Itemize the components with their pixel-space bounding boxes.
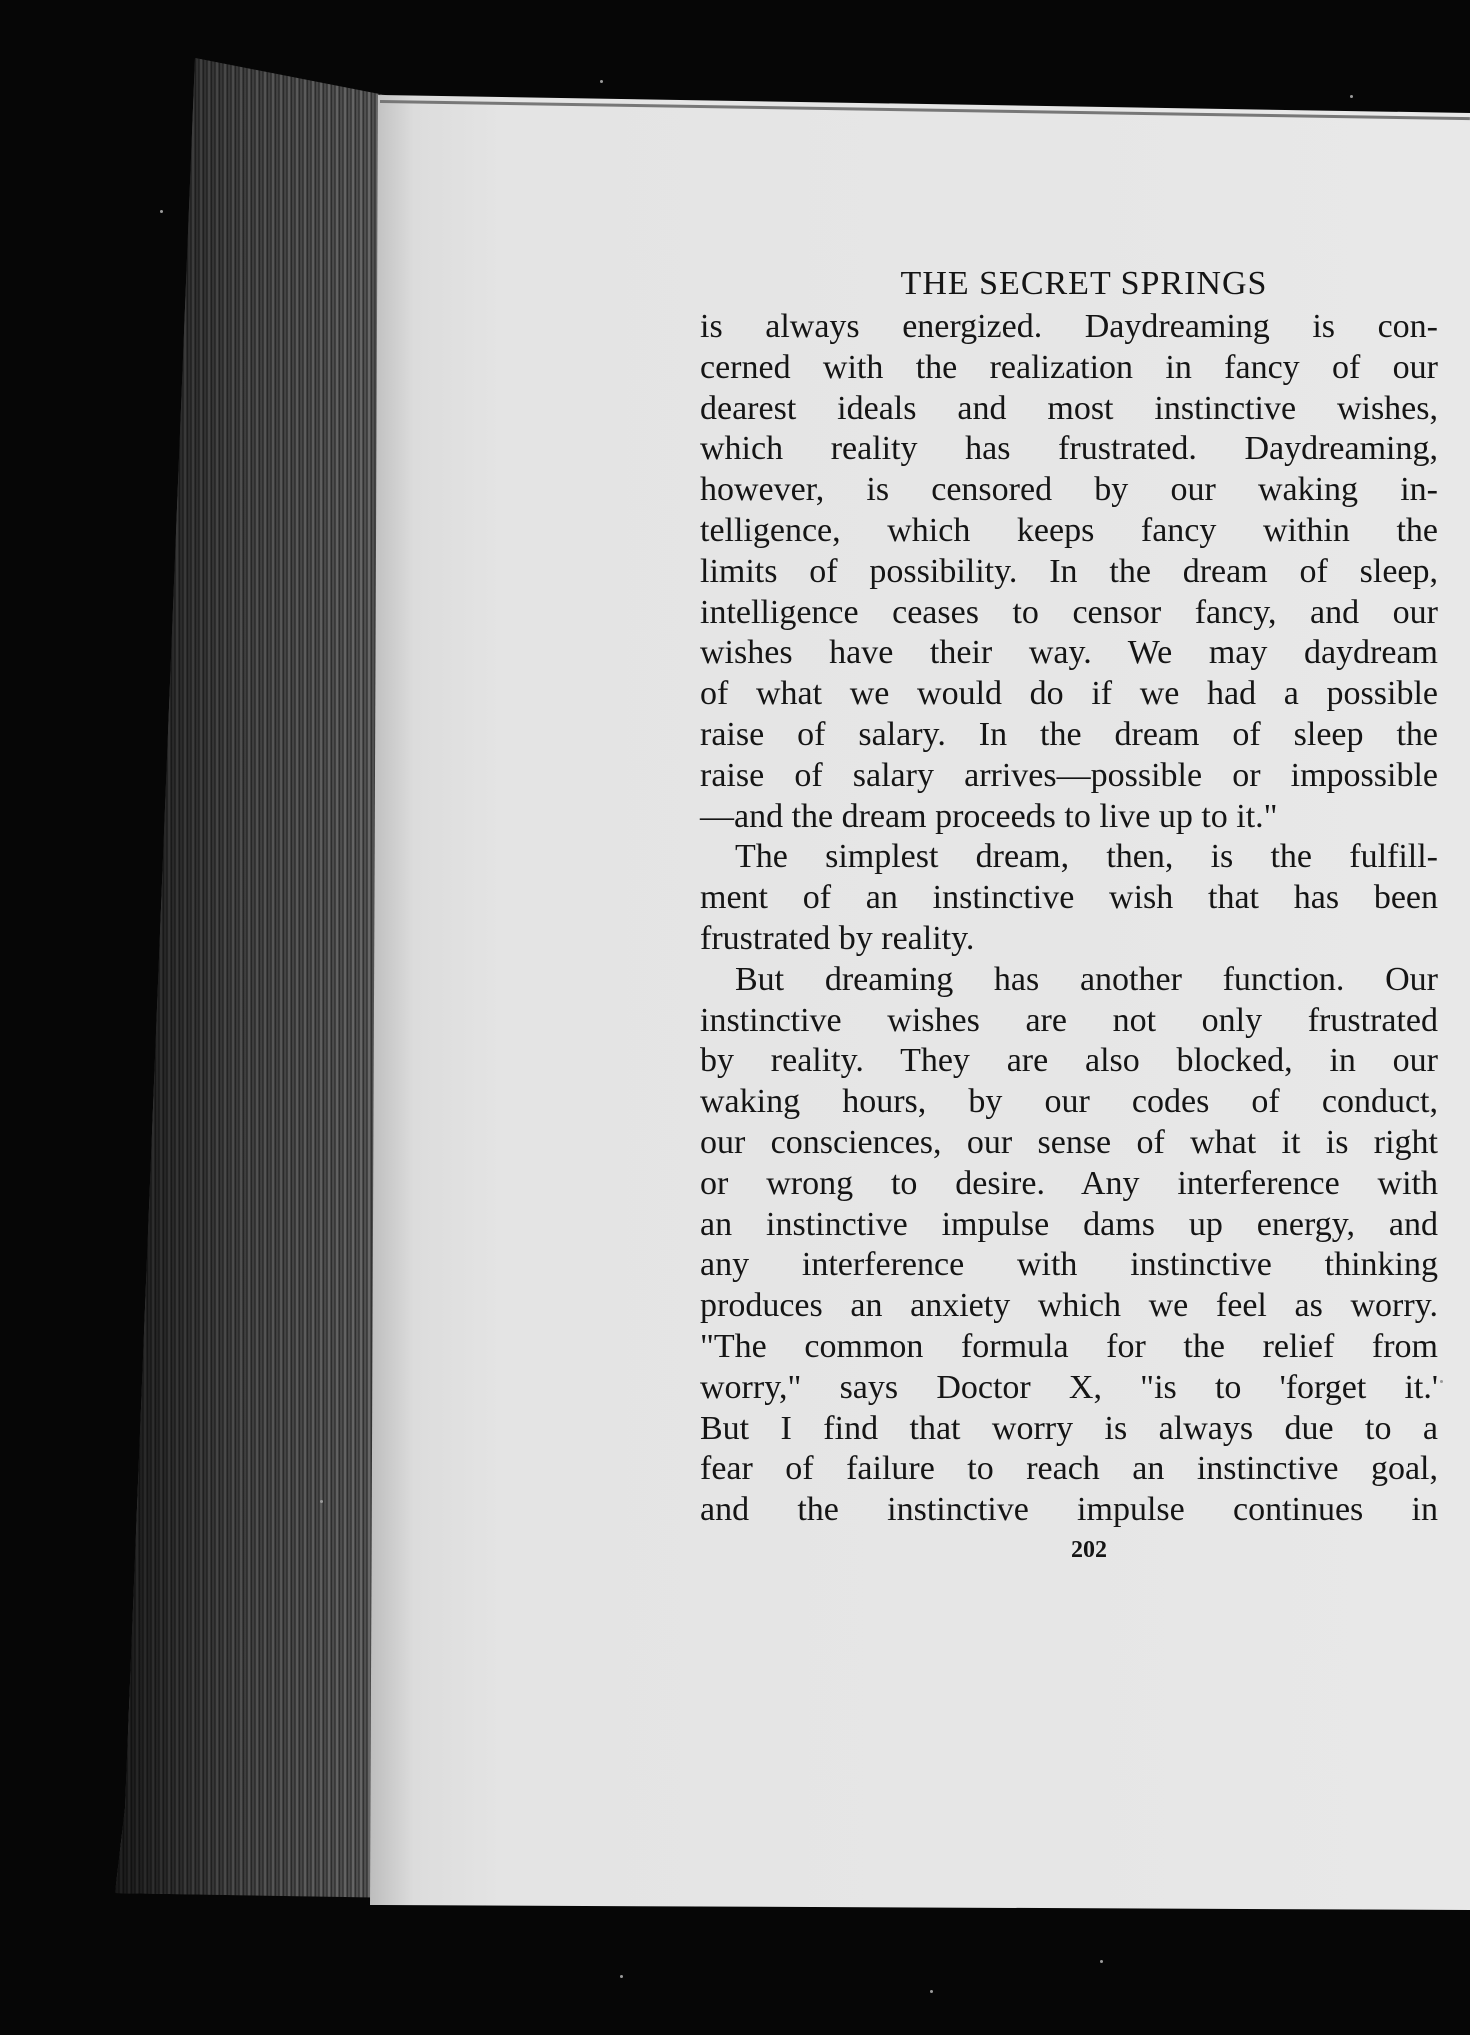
text-line: worry," says Doctor X, "is to 'forget it.' — [700, 1368, 1438, 1406]
text-line: "The common formula for the relief from — [700, 1327, 1438, 1365]
text-line: ment of an instinctive wish that has been — [700, 879, 1438, 917]
text-line: however, is censored by our waking in- — [700, 471, 1438, 509]
text-line: wishes have their way. We may daydream — [700, 634, 1438, 672]
text-line: The simplest dream, then, is the fulfill- — [735, 838, 1438, 876]
page-text-block — [700, 265, 1438, 1564]
dust-speck — [600, 80, 603, 83]
text-line: or wrong to desire. Any interference with — [700, 1164, 1438, 1202]
text-line: instinctive wishes are not only frustrated — [700, 1001, 1438, 1039]
dust-speck — [930, 1990, 933, 1993]
dust-speck — [620, 1975, 623, 1978]
dust-speck — [1350, 95, 1353, 98]
dust-speck — [1100, 1960, 1103, 1963]
text-line: waking hours, by our codes of conduct, — [700, 1083, 1438, 1121]
text-line: by reality. They are also blocked, in our — [700, 1042, 1438, 1080]
text-line: an instinctive impulse dams up energy, and — [700, 1205, 1438, 1243]
text-line: fear of failure to reach an instinctive goal, — [700, 1450, 1438, 1488]
dust-speck — [1440, 1380, 1443, 1383]
text-line: produces an anxiety which we feel as worry. — [700, 1287, 1438, 1325]
text-line: —and the dream proceeds to live up to it." — [700, 797, 1278, 835]
text-line: which reality has frustrated. Daydreaming, — [700, 430, 1438, 468]
text-line: limits of possibility. In the dream of sleep, — [700, 552, 1438, 590]
page-edges-shadow — [115, 58, 400, 1953]
text-line: any interference with instinctive thinking — [700, 1246, 1438, 1284]
text-line: cerned with the realization in fancy of our — [700, 348, 1438, 386]
text-line: But I find that worry is always due to a — [700, 1409, 1438, 1447]
dust-speck — [320, 1500, 323, 1503]
text-line: raise of salary arrives—possible or impossible — [700, 756, 1438, 794]
page-number: 202 — [1071, 1536, 1107, 1563]
text-line: raise of salary. In the dream of sleep the — [700, 715, 1438, 753]
text-line: is always energized. Daydreaming is con- — [700, 308, 1438, 345]
text-line: But dreaming has another function. Our — [735, 960, 1438, 998]
text-line: and the instinctive impulse continues in — [700, 1491, 1438, 1529]
text-line: frustrated by reality. — [700, 919, 975, 957]
body-text — [700, 307, 1438, 1531]
text-line: our consciences, our sense of what it is right — [700, 1123, 1438, 1161]
dust-speck — [160, 210, 163, 213]
running-head: THE SECRET SPRINGS — [900, 265, 1268, 302]
text-line: intelligence ceases to censor fancy, and our — [700, 593, 1438, 631]
text-line: of what we would do if we had a possible — [700, 675, 1438, 713]
text-line: dearest ideals and most instinctive wishes, — [700, 389, 1438, 427]
text-line: telligence, which keeps fancy within the — [700, 511, 1438, 549]
